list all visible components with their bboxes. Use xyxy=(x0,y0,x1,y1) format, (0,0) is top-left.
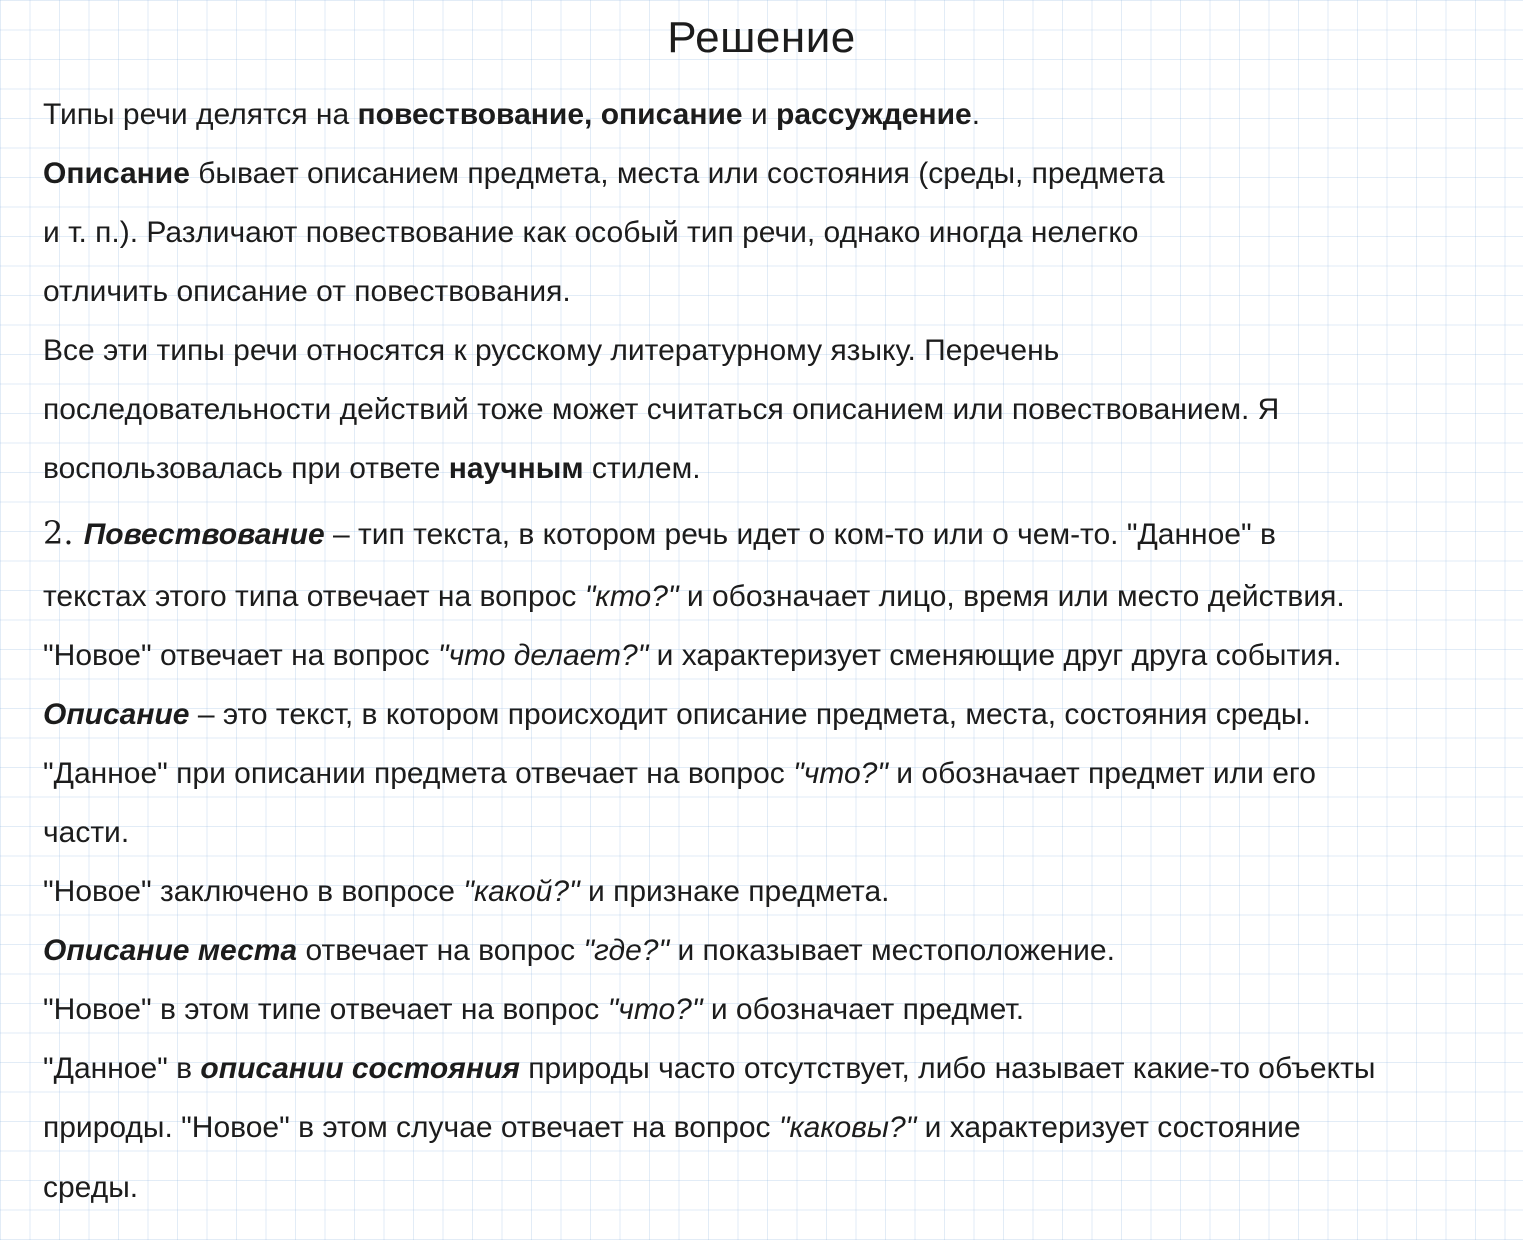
emphasized-text: "что делает?" xyxy=(437,639,649,672)
text-segment: и признаке предмета. xyxy=(579,875,890,908)
emphasized-text: "где?" xyxy=(583,934,670,967)
text-segment: "Новое" в этом типе отвечает на вопрос xyxy=(43,993,608,1026)
emphasized-text: рассуждение xyxy=(776,98,972,131)
text-line xyxy=(43,1108,1301,1148)
text-line xyxy=(43,272,571,312)
text-segment: и т. п.). Различают повествование как особый тип речи, однако иногда нелегко xyxy=(43,216,1139,249)
text-segment: "Новое" отвечает на вопрос xyxy=(43,639,438,672)
text-line xyxy=(43,331,1059,371)
text-line xyxy=(43,513,1276,555)
emphasized-text: Описание места xyxy=(43,934,298,967)
text-line xyxy=(43,1049,1375,1089)
text-segment: отличить описание от повествования. xyxy=(43,275,571,308)
text-segment: и характеризует состояние xyxy=(916,1111,1301,1144)
text-segment: среды. xyxy=(43,1171,139,1204)
text-segment: и обозначает лицо, время или место действия. xyxy=(678,580,1345,613)
text-segment: и показывает местоположение. xyxy=(669,934,1115,967)
text-line xyxy=(43,1168,138,1208)
text-segment: Типы речи делятся на xyxy=(43,98,358,131)
text-segment: бывает описанием предмета, места или состояния (среды, предмета xyxy=(189,157,1165,190)
text-segment: последовательности действий тоже может считаться описанием или повествованием. Я xyxy=(43,393,1280,426)
emphasized-text: "что?" xyxy=(793,757,888,790)
emphasized-text: "каковы?" xyxy=(778,1111,917,1144)
text-line xyxy=(43,872,889,912)
text-line xyxy=(43,990,1024,1030)
text-segment: "Новое" заключено в вопросе xyxy=(43,875,464,908)
text-line xyxy=(43,154,1165,194)
text-segment: и обозначает предмет. xyxy=(702,993,1025,1026)
emphasized-text: "какой?" xyxy=(463,875,580,908)
emphasized-text: "что?" xyxy=(607,993,703,1026)
text-line xyxy=(43,449,701,489)
text-line xyxy=(43,695,1311,735)
emphasized-text: 2. xyxy=(43,514,84,552)
emphasized-text: Повествование xyxy=(83,518,325,551)
text-segment: и обозначает предмет или его xyxy=(887,757,1316,790)
text-segment: природы часто отсутствует, либо называет какие-то объекты xyxy=(519,1052,1376,1085)
text-segment: – это текст, в котором происходит описание предмета, места, состояния среды. xyxy=(189,698,1311,731)
text-line xyxy=(43,636,1342,676)
text-line xyxy=(43,213,1138,253)
emphasized-text: "кто?" xyxy=(584,580,679,613)
text-segment: Все эти типы речи относятся к русскому литературному языку. Перечень xyxy=(43,334,1060,367)
text-segment: природы. "Новое" в этом случае отвечает на вопрос xyxy=(43,1111,779,1144)
emphasized-text: Описание xyxy=(43,157,190,190)
emphasized-text: научным xyxy=(448,452,584,485)
text-line xyxy=(43,577,1345,617)
text-segment: "Данное" при описании предмета отвечает на вопрос xyxy=(43,757,794,790)
text-segment: стилем. xyxy=(583,452,701,485)
emphasized-text: описании состояния xyxy=(200,1052,520,1085)
text-segment: отвечает на вопрос xyxy=(297,934,584,967)
text-line xyxy=(43,813,129,853)
text-segment: воспользовалась при ответе xyxy=(43,452,449,485)
text-segment: и xyxy=(742,98,777,131)
text-line xyxy=(43,754,1316,794)
text-segment: "Данное" в xyxy=(43,1052,201,1085)
text-segment: части. xyxy=(43,816,130,849)
emphasized-text: Описание xyxy=(43,698,190,731)
text-line xyxy=(43,95,980,135)
page-title: Решение xyxy=(667,13,856,62)
text-segment: и характеризует сменяющие друг друга события. xyxy=(648,639,1342,672)
text-segment: . xyxy=(971,98,981,131)
text-segment: текстах этого типа отвечает на вопрос xyxy=(43,580,585,613)
text-segment: – тип текста, в котором речь идет о ком-то или о чем-то. "Данное" в xyxy=(324,518,1276,551)
text-line xyxy=(43,390,1279,430)
emphasized-text: повествование, описание xyxy=(357,98,743,131)
text-line xyxy=(43,931,1115,971)
